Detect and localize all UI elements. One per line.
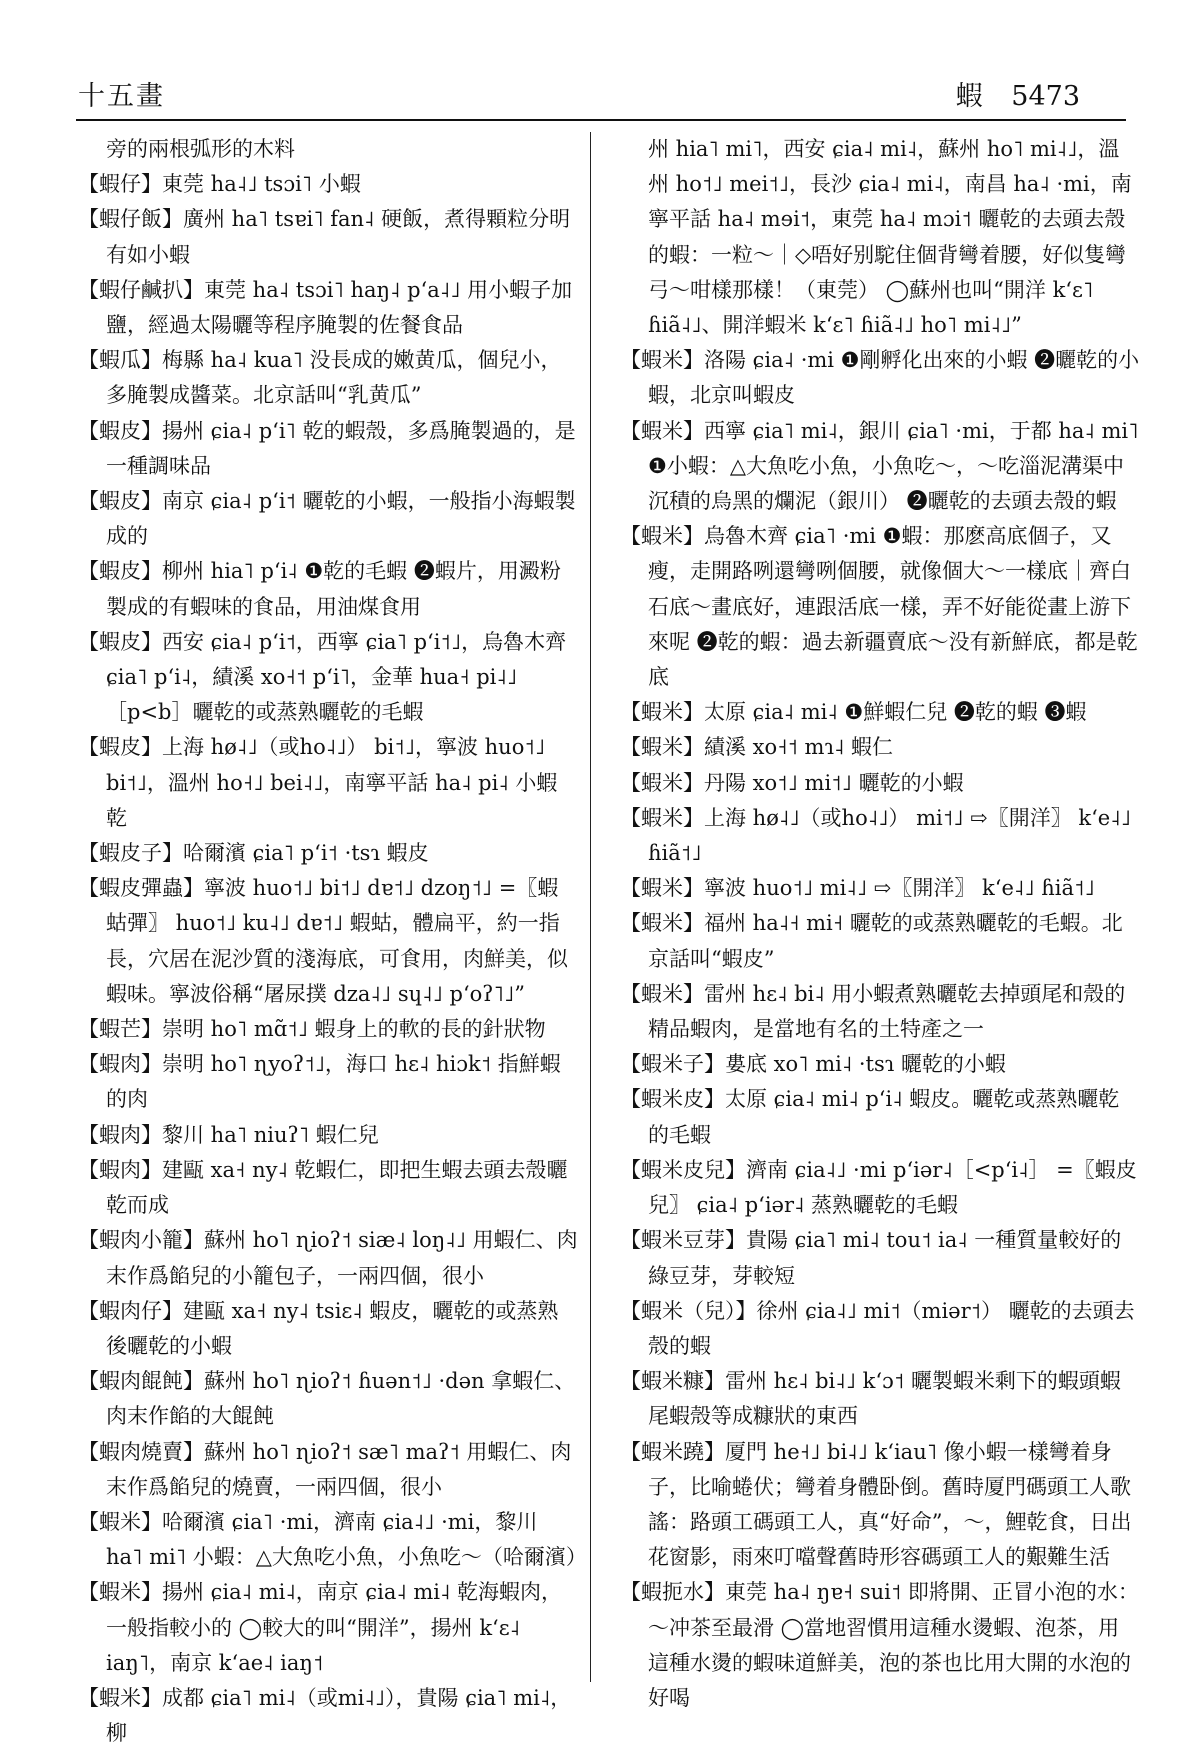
dictionary-entry: 【蝦仔鹹扒】東莞 ha˨ tsɔi˥ haŋ˨ pʻa˨˩ 用小蝦子加鹽，經過太陽曬等程序腌製的佐餐食品 [78, 277, 573, 338]
head-character: 蝦 [955, 81, 983, 112]
right-column [620, 132, 1140, 1716]
dictionary-entry: 【蝦米】揚州 ɕia˨ mi˨，南京 ɕia˨ mi˨ 乾海蝦肉，一般指較小的 ◯較大的叫“開洋”，揚州 kʻɛ˨ iaŋ˥，南京 kʻae˨ iaŋ˦ [78, 1580, 563, 1675]
dictionary-entry: 【蝦芒】崇明 ho˥ mɑ̃˦˩ 蝦身上的軟的長的針狀物 [78, 1017, 546, 1042]
dictionary-entry: 【蝦米】成都 ɕia˥ mi˨（或mi˨˩），貴陽 ɕia˥ mi˨，柳 [78, 1685, 572, 1746]
dictionary-entry: 【蝦皮子】哈爾濱 ɕia˥ pʻi˦ ·tsɿ 蝦皮 [78, 841, 429, 866]
header-rule [76, 119, 1126, 121]
dictionary-entry: 【蝦米】洛陽 ɕia˨ ·mi ❶剛孵化出來的小蝦 ❷曬乾的小蝦，北京叫蝦皮 [620, 348, 1140, 408]
dictionary-entry: 【蝦米】丹陽 xo˦˩ mi˦˩ 曬乾的小蝦 [620, 770, 964, 795]
dictionary-entry: 州 hia˥ mi˥，西安 ɕia˨ mi˨，蘇州 ho˥ mi˨˩，溫州 ho˦˩ mei˦˩，長沙 ɕia˨ mi˨，南昌 ha˨ ·mi，南寧平話 ha˨ mɘi˦，東莞 ha˨ mɔi˦ 曬乾的去頭去殼的蝦：一粒～｜◇唔好别駝住個背彎着腰，好似隻彎弓～咁樣那樣！（東莞） ◯蘇州也叫“開洋 kʻɛ˥ ɦiã˨˩、開洋蝦米 kʻɛ˥ ɦiã˨˩ ho˥ mi˨˩” [648, 137, 1132, 338]
dictionary-entry: 【蝦米】哈爾濱 ɕia˥ ·mi，濟南 ɕia˨˩ ·mi，黎川 ha˥ mi˥ 小蝦：△大魚吃小魚，小魚吃～（哈爾濱） [78, 1509, 587, 1570]
dictionary-entry: 【蝦米皮兒】濟南 ɕia˨˩ ·mi pʻiər˨［<pʻi˨］ =〖蝦皮兒〗 ɕia˨ pʻiər˨ 蒸熟曬乾的毛蝦 [620, 1157, 1137, 1218]
dictionary-entry: 【蝦肉】崇明 ho˥ ɳyoʔ˦˩，海口 hɛ˨ hiɔk˦ 指鮮蝦的肉 [78, 1052, 561, 1112]
dictionary-entry: 【蝦米】福州 ha˨˧ mi˧ 曬乾的或蒸熟曬乾的毛蝦。北京話叫“蝦皮” [620, 911, 1123, 971]
dictionary-entry: 【蝦肉仔】建甌 xa˧ ny˨ tsiɛ˨ 蝦皮，曬乾的或蒸熟後曬乾的小蝦 [78, 1298, 559, 1358]
dictionary-entry: 【蝦皮】揚州 ɕia˨ pʻi˥ 乾的蝦殼，多爲腌製過的，是一種調味品 [78, 418, 576, 478]
page-heading [956, 74, 1080, 113]
dictionary-entry: 【蝦米子】婁底 xo˥ mi˨ ·tsɿ 曬乾的小蝦 [620, 1052, 1006, 1077]
dictionary-entry: 【蝦米豆芽】貴陽 ɕia˥ mi˨ tou˦ ia˨ 一種質量較好的綠豆芽，芽較短 [620, 1228, 1122, 1288]
dictionary-entry: 【蝦皮彈蟲】寧波 huo˦˩ bi˦˩ dɐ˦˩ dzoŋ˦˩ =〖蝦蛄彈〗 huo˦˩ ku˨˩ dɐ˦˩ 蝦蛄，體扁平，約一指長，穴居在泥沙質的淺海底，可食用，肉鮮美，似蝦味。寧波俗稱“屠尿撲 dza˨˩ sɥ˨˩ pʻoʔ˥˩” [78, 876, 568, 1006]
dictionary-entry: 【蝦肉燒賣】蘇州 ho˥ ɳioʔ˦ sæ˥ maʔ˦ 用蝦仁、肉末作爲餡兒的燒賣，一兩四個，很小 [78, 1439, 572, 1499]
dictionary-entry: 【蝦米】雷州 hɛ˨ bi˨ 用小蝦煮熟曬乾去掉頭尾和殼的精品蝦肉，是當地有名的土特產之一 [620, 981, 1126, 1042]
dictionary-entry: 【蝦米皮】太原 ɕia˨ mi˨ pʻi˨ 蝦皮。曬乾或蒸熟曬乾的毛蝦 [620, 1087, 1120, 1147]
dictionary-entry: 【蝦瓜】梅縣 ha˨ kua˥ 没長成的嫩黄瓜，個兒小，多腌製成醬菜。北京話叫“乳黄瓜” [78, 348, 562, 408]
dictionary-entry: 【蝦皮】西安 ɕia˨ pʻi˦，西寧 ɕia˥ pʻi˦˩，烏魯木齊 ɕia˥ pʻi˨，績溪 xo˧˦ pʻi˥，金華 hua˧ pi˨˩［p<b］曬乾的或蒸熟曬乾的毛蝦 [78, 629, 567, 725]
dictionary-entry: 【蝦米蹺】厦門 he˧˩ bi˨˩ kʻiau˥ 像小蝦一樣彎着身子，比喻蜷伏；彎着身體卧倒。舊時厦門碼頭工人歌謠：路頭工碼頭工人，真“好命”，～，鯉乾食，日出花窗影，雨來叮噹聲舊時形容碼頭工人的艱難生活 [620, 1439, 1132, 1570]
dictionary-entry: 【蝦扼水】東莞 ha˨ ŋɐ˧ sui˦ 即將開、正冒小泡的水：～冲茶至最滑 ◯當地習慣用這種水燙蝦、泡茶，用這種水燙的蝦味道鮮美，泡的茶也比用大開的水泡的好喝 [620, 1580, 1139, 1710]
dictionary-entry: 【蝦米】烏魯木齊 ɕia˥ ·mi ❶蝦：那麽高底個子，又瘦，走開路咧還彎咧個腰，就像個大～一樣底｜齊白石底～畫底好，連跟活底一樣，弄不好能從畫上游下來呢 ❷乾的蝦：過去新疆賣底～没有新鮮底，都是乾底 [620, 524, 1138, 690]
dictionary-entry: 【蝦皮】上海 hø˨˩（或ho˨˩） bi˦˩，寧波 huo˦˩ bi˦˩，溫州 ho˧˩ bei˨˩，南寧平話 ha˨ pi˨ 小蝦乾 [78, 735, 558, 830]
dictionary-entry: 【蝦肉】建甌 xa˧ ny˨ 乾蝦仁，即把生蝦去頭去殼曬乾而成 [78, 1157, 568, 1218]
dictionary-entry: 【蝦仔】東莞 ha˨˩ tsɔi˥ 小蝦 [78, 172, 361, 197]
dictionary-entry: 【蝦米】西寧 ɕia˥ mi˨，銀川 ɕia˥ ·mi，于都 ha˨ mi˥ ❶小蝦：△大魚吃小魚，小魚吃～，～吃淄泥溝渠中沉積的烏黑的爛泥（銀川） ❷曬乾的去頭去殼的蝦 [620, 418, 1139, 514]
dictionary-entry: 【蝦米】太原 ɕia˨ mi˨ ❶鮮蝦仁兒 ❷乾的蝦 ❸蝦 [620, 700, 1087, 725]
dictionary-entry: 【蝦肉餛飩】蘇州 ho˥ ɳioʔ˦ ɦuən˦˩ ·dən 拿蝦仁、肉末作餡的大餛飩 [78, 1369, 576, 1429]
page-number: 5473 [1011, 81, 1080, 112]
dictionary-entry: 【蝦米】績溪 xo˧˦ mɿ˨ 蝦仁 [620, 735, 893, 760]
dictionary-entry: 【蝦米】寧波 huo˦˩ mi˨˩ ⇨〖開洋〗 kʻe˨˩ ɦiã˦˩ [620, 876, 1095, 901]
dictionary-entry: 【蝦皮】南京 ɕia˨ pʻi˦ 曬乾的小蝦，一般指小海蝦製成的 [78, 489, 576, 549]
section-title: 十五畫 [78, 81, 165, 112]
left-column [78, 132, 587, 1751]
dictionary-entry: 【蝦米糠】雷州 hɛ˨ bi˨˩ kʻɔ˦ 曬製蝦米剩下的蝦頭蝦尾蝦殼等成糠狀的東西 [620, 1369, 1121, 1429]
dictionary-entry: 【蝦皮】柳州 hia˥ pʻi˨ ❶乾的毛蝦 ❷蝦片，用澱粉製成的有蝦味的食品，用油煤食用 [78, 559, 561, 619]
dictionary-entry: 【蝦肉】黎川 ha˥ niuʔ˥ 蝦仁兒 [78, 1122, 379, 1147]
dictionary-entry: 旁的兩根弧形的木料 [106, 137, 295, 161]
dictionary-entry: 【蝦米（兒）】徐州 ɕia˨˩ mi˦（miər˦） 曬乾的去頭去殼的蝦 [620, 1298, 1135, 1358]
dictionary-entry: 【蝦肉小籠】蘇州 ho˥ ɳioʔ˦ siæ˨ loŋ˨˩ 用蝦仁、肉末作爲餡兒的小籠包子，一兩四個，很小 [78, 1228, 578, 1288]
column-divider [590, 132, 591, 1682]
dictionary-entry: 【蝦米】上海 hø˨˩（或ho˨˩） mi˦˩ ⇨〖開洋〗 kʻe˨˩ ɦiã˦˩ [620, 805, 1131, 866]
page-header [0, 0, 1200, 110]
dictionary-entry: 【蝦仔飯】廣州 ha˥ tsɐi˥ fan˨ 硬飯，煮得顆粒分明有如小蝦 [78, 207, 571, 267]
